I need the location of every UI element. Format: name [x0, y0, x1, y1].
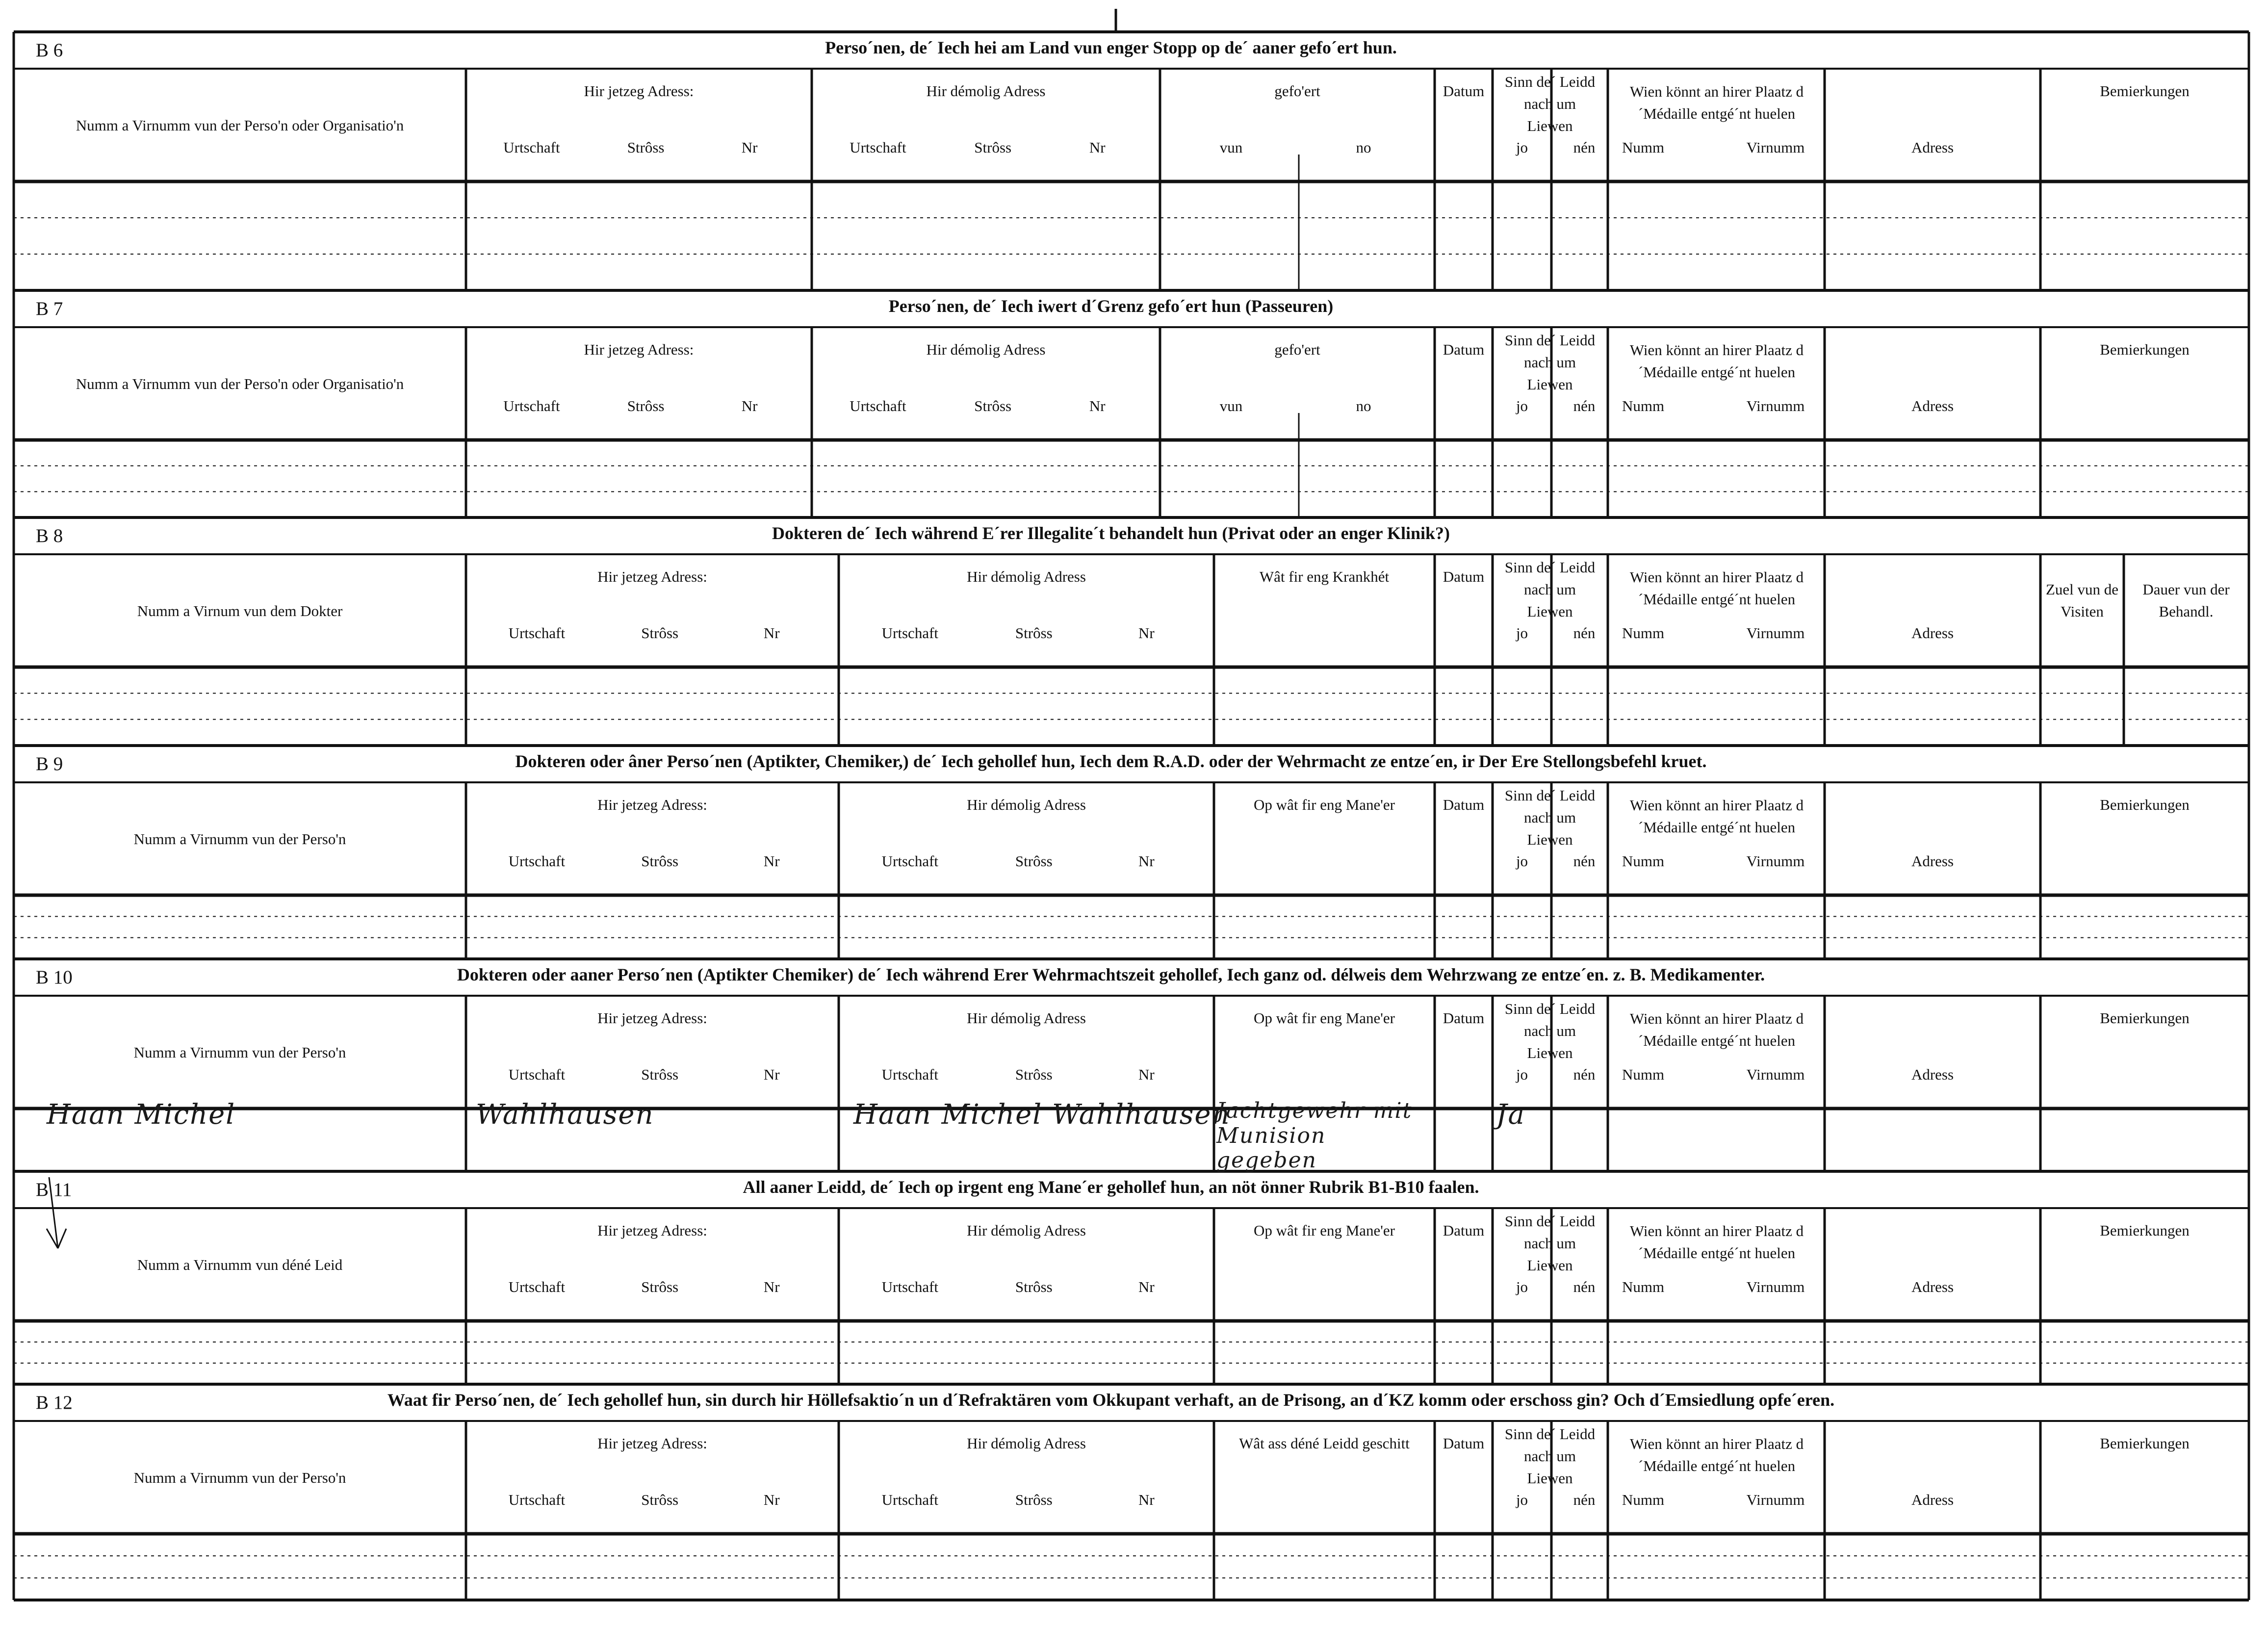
ortschaft-label: Urtschaft — [881, 852, 939, 870]
numm-label: Numm — [1622, 1491, 1665, 1508]
datum-header: Datum — [1443, 796, 1485, 813]
numm-label: Numm — [1622, 624, 1665, 642]
jo-label: jo — [1516, 1278, 1528, 1295]
nr-label: Nr — [763, 852, 780, 870]
ortschaft-label: Urtschaft — [881, 624, 939, 642]
ortschaft-label: Urtschaft — [881, 1491, 939, 1508]
strooss-label: Strôss — [1015, 1278, 1053, 1295]
remarks-header: Bemierkungen — [2100, 1009, 2190, 1027]
datum-header: Datum — [1443, 82, 1485, 100]
jo-label: jo — [1516, 139, 1528, 156]
section-title: All aaner Leidd, de´ Iech op irgent eng Mane´er gehollef hun, an nöt önner Rubrik B1-B10 faalen. — [743, 1177, 1479, 1197]
nen-label: nén — [1573, 852, 1596, 870]
hw-address-then: Haan Michel Wahlhausen — [853, 1099, 1231, 1131]
nen-label: nén — [1573, 139, 1596, 156]
section-title: Waat fir Perso´nen, de´ Iech gehollef hun, sin durch hir Höllefsaktio´n un d´Refraktären vom Okkupant verhaft, an de Prisong, an d´KZ komm oder erschoss gin? Och d´Emsiedlung opfe´eren. — [387, 1390, 1835, 1410]
strooss-label: Strôss — [627, 397, 665, 414]
adress-label: Adress — [1911, 624, 1954, 642]
section-title: Dokteren oder âner Perso´nen (Aptikter, Chemiker,) de´ Iech gehollef hun, Iech dem R.A.D. oder der Wehrmacht ze entze´en, ir Der Ere Stellongsbefehl kruet. — [515, 751, 1707, 771]
datum-header: Datum — [1443, 1435, 1485, 1452]
address-then-header: Hir démolig Adress — [967, 568, 1086, 585]
address-then-header: Hir démolig Adress — [967, 1435, 1086, 1452]
alive-header: Sinn de´ Leidd nach um Liewen — [1504, 1425, 1596, 1487]
ortschaft-label: Urtschaft — [881, 1066, 939, 1083]
adress-label: Adress — [1911, 1491, 1954, 1508]
virnumm-label: Virnumm — [1746, 1491, 1805, 1508]
jo-label: jo — [1516, 1066, 1528, 1083]
datum-header: Datum — [1443, 1009, 1485, 1027]
medal-header: Wien könnt an hirer Plaatz d´Médaille entgé´nt huelen — [1629, 1435, 1804, 1474]
medal-header: Wien könnt an hirer Plaatz d´Médaille entgé´nt huelen — [1629, 341, 1804, 381]
nr-label: Nr — [1138, 624, 1155, 642]
col4-header: Wât fir eng Krankhét — [1259, 568, 1390, 585]
visits-header: Zuel vun de Visiten — [2045, 581, 2119, 620]
jo-label: jo — [1516, 852, 1528, 870]
duration-header: Dauer vun der Behandl. — [2142, 581, 2230, 620]
strooss-label: Strôss — [974, 397, 1012, 414]
medal-header: Wien könnt an hirer Plaatz d´Médaille entgé´nt huelen — [1629, 1222, 1804, 1262]
section-title: Dokteren de´ Iech während E´rer Illegalite´t behandelt hun (Privat oder an enger Klinik?) — [772, 523, 1450, 543]
nen-label: nén — [1573, 624, 1596, 642]
strooss-label: Strôss — [1015, 1066, 1053, 1083]
strooss-label: Strôss — [627, 139, 665, 156]
address-now-header: Hir jetzeg Adress: — [597, 1222, 707, 1239]
nen-label: nén — [1573, 1278, 1596, 1295]
strooss-label: Strôss — [641, 1066, 679, 1083]
nr-label: Nr — [1138, 1278, 1155, 1295]
nen-label: nén — [1573, 1491, 1596, 1508]
col4-header: Op wât fir eng Mane'er — [1254, 796, 1395, 813]
nr-label: Nr — [763, 1491, 780, 1508]
strooss-label: Strôss — [1015, 624, 1053, 642]
nr-label: Nr — [763, 1066, 780, 1083]
hw-arrow-head — [58, 1229, 66, 1248]
jo-label: jo — [1516, 1491, 1528, 1508]
nen-label: nén — [1573, 397, 1596, 414]
virnumm-label: Virnumm — [1746, 852, 1805, 870]
alive-header: Sinn de´ Leidd nach um Liewen — [1504, 1000, 1596, 1061]
name-column-header: Numm a Virnum vun dem Dokter — [137, 602, 343, 619]
alive-header: Sinn de´ Leidd nach um Liewen — [1504, 73, 1596, 134]
remarks-header: Bemierkungen — [2100, 1222, 2190, 1239]
section-code: B 6 — [36, 40, 63, 61]
section-code: B 8 — [36, 525, 63, 546]
nr-label: Nr — [741, 139, 758, 156]
remarks-header: Bemierkungen — [2100, 82, 2190, 100]
ortschaft-label: Urtschaft — [850, 139, 906, 156]
section-code: B 11 — [36, 1179, 72, 1200]
section-code: B 10 — [36, 967, 73, 988]
ortschaft-label: Urtschaft — [503, 397, 560, 414]
name-column-header: Numm a Virnumm vun der Perso'n — [133, 1044, 346, 1061]
ortschaft-label: Urtschaft — [503, 139, 560, 156]
nr-label: Nr — [1089, 139, 1106, 156]
nr-label: Nr — [1138, 1491, 1155, 1508]
virnumm-label: Virnumm — [1746, 397, 1805, 414]
ortschaft-label: Urtschaft — [881, 1278, 939, 1295]
address-now-header: Hir jetzeg Adress: — [597, 568, 707, 585]
nr-label: Nr — [1138, 852, 1155, 870]
section-title: Perso´nen, de´ Iech hei am Land vun enger Stopp op de´ aaner gefo´ert hun. — [825, 38, 1397, 57]
name-column-header: Numm a Virnumm vun der Perso'n — [133, 1469, 346, 1486]
adress-label: Adress — [1911, 1066, 1954, 1083]
strooss-label: Strôss — [641, 852, 679, 870]
datum-header: Datum — [1443, 568, 1485, 585]
section-code: B 7 — [36, 298, 63, 319]
address-now-header: Hir jetzeg Adress: — [597, 1009, 707, 1027]
virnumm-label: Virnumm — [1746, 1066, 1805, 1083]
address-then-header: Hir démolig Adress — [926, 341, 1046, 358]
ortschaft-label: Urtschaft — [508, 1278, 566, 1295]
section-title: Dokteren oder aaner Perso´nen (Aptikter Chemiker) de´ Iech während Erer Wehrmachtszeit gehollef, Iech ganz od. délweis dem Wehrzwang ze entze´en. z. B. Medikamenter. — [457, 965, 1765, 984]
ortschaft-label: Urtschaft — [508, 1066, 566, 1083]
name-column-header: Numm a Virnumm vun der Perso'n oder Organisatio'n — [76, 117, 404, 134]
numm-label: Numm — [1622, 1278, 1665, 1295]
section-title: Perso´nen, de´ Iech iwert d´Grenz gefo´ert hun (Passeuren) — [888, 296, 1334, 316]
col4-header: Op wât fir eng Mane'er — [1254, 1009, 1395, 1027]
ortschaft-label: Urtschaft — [508, 624, 566, 642]
address-then-header: Hir démolig Adress — [967, 1009, 1086, 1027]
hw-address-now: Wahlhausen — [476, 1099, 654, 1131]
adress-label: Adress — [1911, 1278, 1954, 1295]
virnumm-label: Virnumm — [1746, 624, 1805, 642]
name-column-header: Numm a Virnumm vun der Perso'n — [133, 830, 346, 848]
ortschaft-label: Urtschaft — [850, 397, 906, 414]
address-then-header: Hir démolig Adress — [967, 1222, 1086, 1239]
alive-header: Sinn de´ Leidd nach um Liewen — [1504, 1213, 1596, 1274]
name-column-header: Numm a Virnumm vun der Perso'n oder Organisatio'n — [76, 375, 404, 392]
jo-label: jo — [1516, 624, 1528, 642]
medal-header: Wien könnt an hirer Plaatz d´Médaille entgé´nt huelen — [1629, 568, 1804, 608]
alive-header: Sinn de´ Leidd nach um Liewen — [1504, 332, 1596, 393]
section-code: B 9 — [36, 753, 63, 774]
strooss-label: Strôss — [641, 1278, 679, 1295]
ortschaft-label: Urtschaft — [508, 852, 566, 870]
nen-label: nén — [1573, 1066, 1596, 1083]
ortschaft-label: Urtschaft — [508, 1491, 566, 1508]
no-label: no — [1356, 397, 1371, 414]
numm-label: Numm — [1622, 1066, 1665, 1083]
remarks-header: Bemierkungen — [2100, 341, 2190, 358]
strooss-label: Strôss — [641, 1491, 679, 1508]
nr-label: Nr — [763, 624, 780, 642]
strooss-label: Strôss — [1015, 1491, 1053, 1508]
adress-label: Adress — [1911, 139, 1954, 156]
alive-header: Sinn de´ Leidd nach um Liewen — [1504, 787, 1596, 848]
strooss-label: Strôss — [1015, 852, 1053, 870]
hw-alive: Ja — [1496, 1099, 1525, 1131]
remarks-header: Bemierkungen — [2100, 1435, 2190, 1452]
nr-label: Nr — [763, 1278, 780, 1295]
adress-label: Adress — [1911, 397, 1954, 414]
hw-manner: Jachtgewehr mit Munision gegeben — [1216, 1098, 1413, 1173]
section-code: B 12 — [36, 1392, 73, 1413]
jo-label: jo — [1516, 397, 1528, 414]
strooss-label: Strôss — [641, 624, 679, 642]
col4-header: Op wât fir eng Mane'er — [1254, 1222, 1395, 1239]
remarks-header: Bemierkungen — [2100, 796, 2190, 813]
nr-label: Nr — [1089, 397, 1106, 414]
strooss-label: Strôss — [974, 139, 1012, 156]
address-now-header: Hir jetzeg Adress: — [597, 796, 707, 813]
address-now-header: Hir jetzeg Adress: — [597, 1435, 707, 1452]
col4-header: gefo'ert — [1274, 341, 1320, 358]
address-now-header: Hir jetzeg Adress: — [584, 341, 694, 358]
nr-label: Nr — [741, 397, 758, 414]
virnumm-label: Virnumm — [1746, 139, 1805, 156]
datum-header: Datum — [1443, 341, 1485, 358]
alive-header: Sinn de´ Leidd nach um Liewen — [1504, 559, 1596, 620]
vun-label: vun — [1219, 397, 1243, 414]
adress-label: Adress — [1911, 852, 1954, 870]
numm-label: Numm — [1622, 139, 1665, 156]
address-then-header: Hir démolig Adress — [926, 82, 1046, 100]
col4-header: Wât ass déné Leidd geschitt — [1239, 1435, 1410, 1452]
address-then-header: Hir démolig Adress — [967, 796, 1086, 813]
medal-header: Wien könnt an hirer Plaatz d´Médaille entgé´nt huelen — [1629, 1010, 1804, 1049]
name-column-header: Numm a Virnumm vun déné Leid — [137, 1256, 343, 1273]
medal-header: Wien könnt an hirer Plaatz d´Médaille entgé´nt huelen — [1629, 797, 1804, 836]
col4-header: gefo'ert — [1274, 82, 1320, 100]
address-now-header: Hir jetzeg Adress: — [584, 82, 694, 100]
medal-header: Wien könnt an hirer Plaatz d´Médaille entgé´nt huelen — [1629, 83, 1804, 122]
no-label: no — [1356, 139, 1371, 156]
numm-label: Numm — [1622, 397, 1665, 414]
numm-label: Numm — [1622, 852, 1665, 870]
vun-label: vun — [1219, 139, 1243, 156]
virnumm-label: Virnumm — [1746, 1278, 1805, 1295]
nr-label: Nr — [1138, 1066, 1155, 1083]
hw-name: Haan Michel — [47, 1099, 236, 1131]
datum-header: Datum — [1443, 1222, 1485, 1239]
